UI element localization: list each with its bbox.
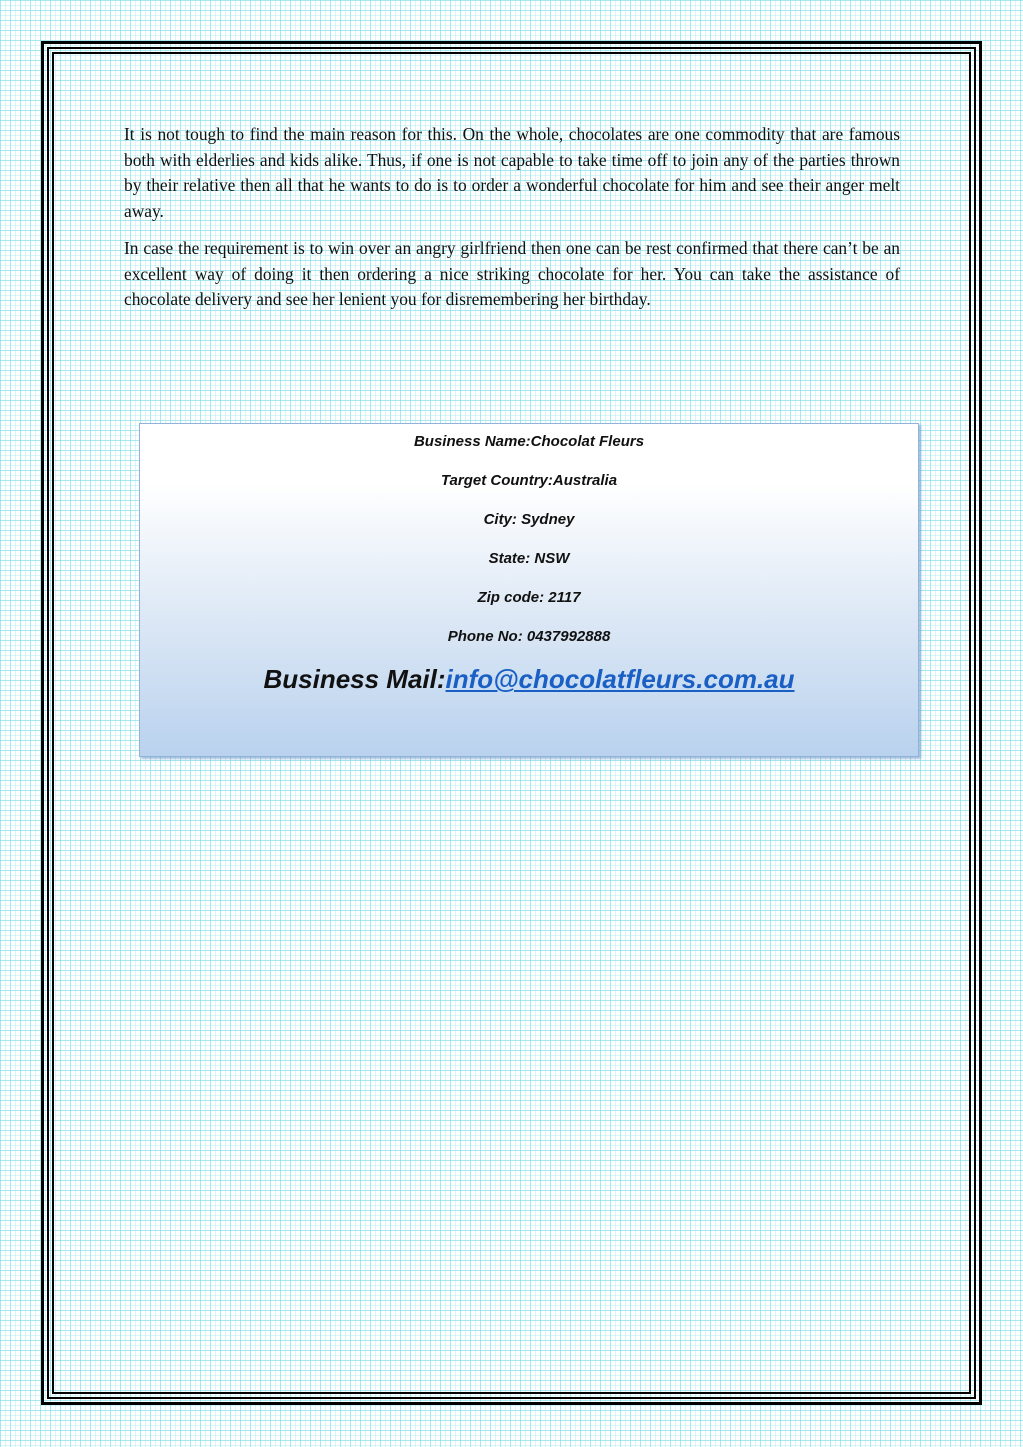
target-country: Target Country:Australia	[440, 472, 618, 489]
business-info-box	[139, 423, 919, 757]
city: City: Sydney	[483, 511, 575, 528]
business-name: Business Name:Chocolat Fleurs	[413, 433, 645, 450]
business-mail-link[interactable]: info@chocolatfleurs.com.au	[445, 664, 795, 694]
paragraph-1: It is not tough to find the main reason for this. On the whole, chocolates are one commodity that are famous both with elderlies and kids alike. Thus, if one is not capable to take time off to join any of the parties thrown by their relative then all that he wants to do is to order a wonderful chocolate for him and see their anger melt away.	[124, 124, 900, 221]
zip-code: Zip code: 2117	[477, 589, 581, 606]
phone-number: Phone No: 0437992888	[447, 628, 611, 645]
article-body	[124, 122, 900, 325]
business-mail	[140, 664, 918, 695]
paragraph-2: In case the requirement is to win over an angry girlfriend then one can be rest confirmed that there can’t be an excellent way of doing it then ordering a nice striking chocolate for her. You can take the assistance of chocolate delivery and see her lenient you for disremembering her birthday.	[124, 238, 900, 309]
state: State: NSW	[488, 550, 570, 567]
business-mail-label: Business Mail:	[263, 664, 446, 694]
